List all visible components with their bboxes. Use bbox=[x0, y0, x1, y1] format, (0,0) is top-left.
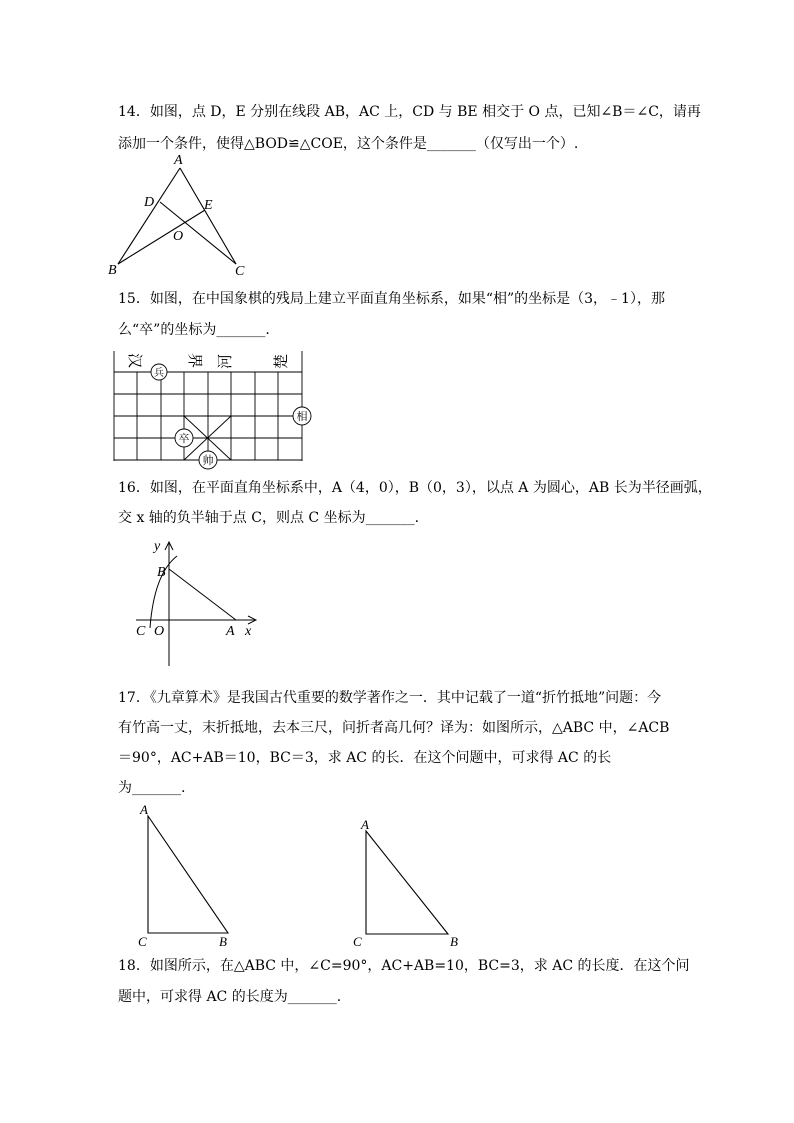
segment-AC bbox=[180, 168, 236, 264]
q15-line2: 么“卒”的坐标为_______. bbox=[118, 322, 270, 338]
svg-text:帅: 帅 bbox=[202, 455, 214, 467]
segment-BE bbox=[118, 210, 205, 264]
label-C: C bbox=[235, 264, 245, 279]
label-B: B bbox=[108, 263, 117, 278]
label-C: C bbox=[138, 934, 147, 949]
q18-line2: 题中，可求得 AC 的长度为_______. bbox=[118, 989, 342, 1005]
piece-bing bbox=[151, 364, 167, 380]
segment-CD bbox=[160, 202, 236, 264]
label-O: O bbox=[173, 229, 184, 244]
label-B: B bbox=[219, 934, 227, 949]
q17-line2: 有竹高一丈，末折抵地，去本三尺，问折者高几何？译为：如图所示，△ABC 中，∠ACB bbox=[118, 720, 670, 736]
label-D: D bbox=[144, 195, 155, 210]
q15-chess-board bbox=[110, 349, 316, 471]
segment-AB bbox=[118, 168, 180, 264]
river-text-he: 河 bbox=[218, 353, 234, 369]
svg-text:相: 相 bbox=[296, 411, 308, 423]
q17-triangle-figure-1 bbox=[132, 800, 242, 950]
q18-line1: 18．如图所示，在△ABC 中，∠C=90°，AC+AB=10，BC=3，求 AC 的长度．在这个问 bbox=[118, 958, 690, 974]
q17-line3: ＝90°，AC+AB＝10，BC＝3，求 AC 的长．在这个问题中，可求得 AC 的长 bbox=[118, 750, 612, 766]
label-C: C bbox=[353, 934, 362, 949]
label-C: C bbox=[136, 624, 146, 639]
q17-line4: 为_______. bbox=[118, 780, 186, 796]
segment-AB bbox=[169, 569, 236, 620]
label-B: B bbox=[157, 565, 166, 580]
river-text-jie: 界 bbox=[186, 353, 202, 369]
piece-shuai bbox=[199, 451, 217, 469]
svg-text:卒: 卒 bbox=[178, 433, 190, 445]
svg-text:兵: 兵 bbox=[154, 368, 164, 379]
q16-line2: 交 x 轴的负半轴于点 C，则点 C 坐标为_______. bbox=[118, 510, 420, 526]
piece-zu bbox=[175, 429, 193, 447]
q17-line1: 17．《九章算术》是我国古代重要的数学著作之一．其中记载了一道“折竹抵地”问题：今 bbox=[118, 690, 662, 706]
label-O: O bbox=[154, 624, 165, 639]
q14-line1: 14．如图，点 D，E 分别在线段 AB，AC 上，CD 与 BE 相交于 O 点，已知∠B＝∠C，请再 bbox=[118, 104, 701, 120]
q16-coordinate-figure bbox=[132, 536, 262, 668]
label-A: A bbox=[226, 624, 235, 639]
label-A: A bbox=[174, 153, 183, 168]
q14-line2: 添加一个条件，使得△BOD≌△COE，这个条件是_______（仅写出一个）. bbox=[118, 136, 579, 152]
river-text-han: 汉 bbox=[126, 353, 142, 369]
label-A: A bbox=[140, 802, 148, 817]
label-E: E bbox=[204, 198, 213, 213]
label-y: y bbox=[154, 539, 161, 554]
q17-triangle-figure-2 bbox=[352, 814, 472, 950]
q14-figure bbox=[104, 152, 254, 278]
label-A: A bbox=[361, 817, 369, 832]
label-x: x bbox=[245, 624, 252, 639]
label-B: B bbox=[450, 934, 458, 949]
q15-line1: 15．如图，在中国象棋的残局上建立平面直角坐标系，如果“相”的坐标是（3，﹣1），那 bbox=[118, 291, 665, 307]
q16-line1: 16．如图，在平面直角坐标系中，A（4，0），B（0，3），以点 A 为圆心，AB 长为半径画弧， bbox=[118, 480, 712, 496]
river-text-chu: 楚 bbox=[274, 353, 290, 369]
piece-xiang bbox=[293, 407, 311, 425]
